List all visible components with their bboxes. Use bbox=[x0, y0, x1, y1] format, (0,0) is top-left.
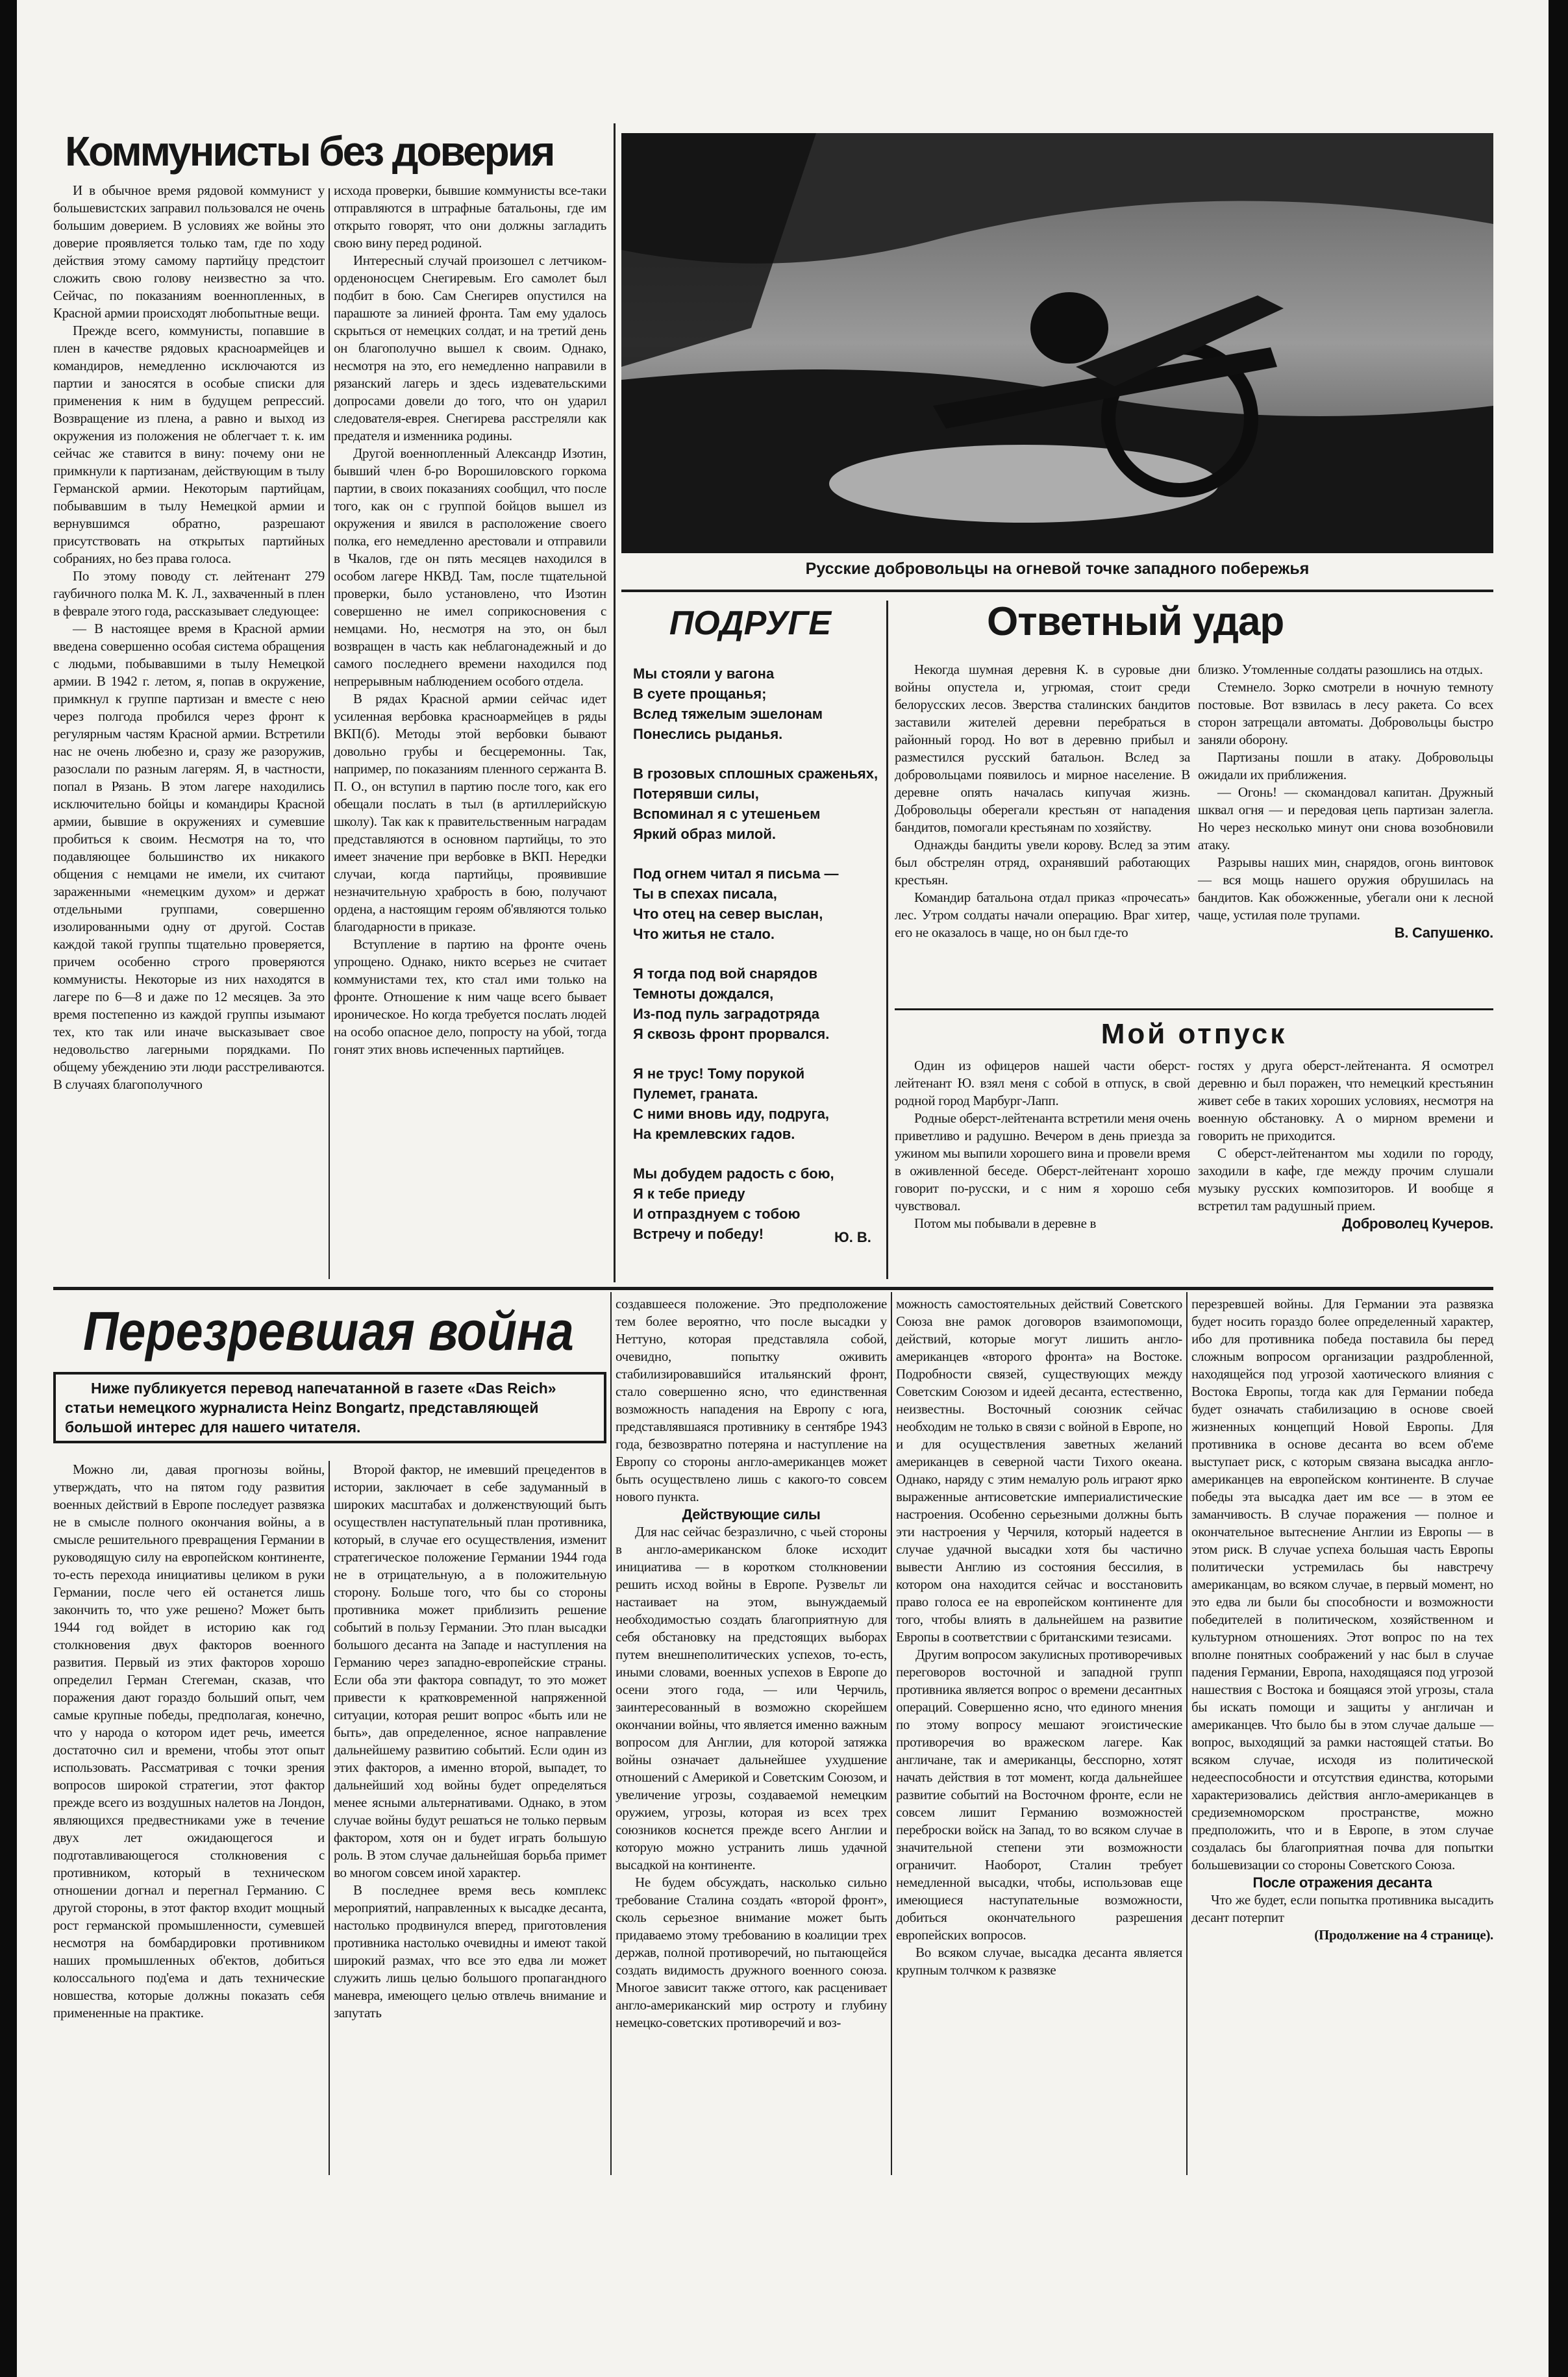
poem-title: ПОДРУГЕ bbox=[669, 604, 832, 642]
poem-line: Я к тебе приеду bbox=[633, 1186, 745, 1202]
poem-line: Я сквозь фронт прорвался. bbox=[633, 1026, 830, 1042]
poem-line: Потерявши силы, bbox=[633, 786, 759, 802]
paragraph: — В настоящее время в Красной армии введена совершенно особая система обращения с людьми, побывавшими в тылу Немецкой армии. В 1942 г. летом, я, попав в окружение, примкнул к группе партизан и вместе с нею через полгода пробился через фронт к регулярным частям Красной армии. Встретили нас не очень любезно и, сразу же разоружив, разослали по разным лагерям. Я, в частности, попал в Рязань. В этом лагере находились исключительно бойцы и командиры Красной армии, бывшие в окружениях и сумевшие пробиться к своим. Несмотря на то, что подавляющее большинство их никакого общения с немцами не имели, их считают зараженными «немецким духом» и держат отдельными группами, совершенно изолированными одну от другой. Состав каждой такой группы тщательно проверяется, причем особенно строго проверяются коммунисты. Некоторые из них находятся в лагере по 6—8 и даже по 12 месяцев. За это время постепенно из каждой группы изымают тех, кто так или иначе высказывает свое недовольство лагерными порядками. По общему убеждению эти люди расстреливаются. В случаях благополучного bbox=[53, 621, 325, 1092]
paragraph: В последнее время весь комплекс мероприятий, направленных к высадке десанта, настолько продвинулся вперед, приготовления противника настолько очевидны и имеют такой широкий размах, что все это едва ли может служить лишь целью большого пропагандного маневра, имеющего целью отвлечь внимание и запутать bbox=[334, 1882, 606, 2021]
article-overripe-col5 bbox=[1191, 1295, 1493, 1944]
article-title-my-leave: Мой отпуск bbox=[1101, 1018, 1288, 1050]
paragraph: исхода проверки, бывшие коммунисты все-таки отправляются в штрафные батальоны, где им открыто говорят, что они должны загладить свою вину перед родиной. bbox=[334, 182, 606, 251]
horizontal-rule bbox=[621, 590, 1493, 592]
paragraph: Что же будет, если попытка противника высадить десант потерпит bbox=[1191, 1892, 1493, 1925]
paragraph: Командир батальона отдал приказ «прочесать» лес. Утром солдаты начали операцию. Враг хитер, его не оказалось в чаще, но он был где-то bbox=[895, 890, 1190, 940]
poem-line: В грозовых сплошных сраженьях, bbox=[633, 765, 878, 782]
article-communists-col1 bbox=[53, 182, 325, 1093]
article-overripe-col3 bbox=[616, 1295, 887, 2032]
poem-line: Яркий образ милой. bbox=[633, 826, 776, 842]
subheading-after-repelling: После отражения десанта bbox=[1252, 1874, 1432, 1891]
paragraph: Стемнело. Зорко смотрели в ночную темноту постовые. Вот взвилась в лесу ракета. Со всех сторон затрещали автоматы. Добровольцы быстро заняли оборону. bbox=[1198, 679, 1493, 747]
paragraph: И в обычное время рядовой коммунист у большевистских заправил пользовался не очень большим доверием. В условиях же войны это доверие проявляется только там, где по ходу действия этому самому партийцу предстоит сложить свою голову неизвестно за что. Сейчас, по показаниям военнопленных, в Красной армии происходят любопытные вещи. bbox=[53, 182, 325, 321]
column-divider bbox=[1186, 1292, 1188, 2175]
column-divider bbox=[886, 601, 888, 1279]
paragraph: Прежде всего, коммунисты, попавшие в плен в качестве рядовых красноармейцев и командиров, немедленно исключаются из партии и заносятся в особые списки для применения к ним в будущем репрессий. Возвращение из плена, а равно и выход из окружения из положения не облегчает т. к. им сейчас же ставится в вину: почему они не примкнули к партизанам, действующим в тылу Германской армии. Некоторым партийцам, побывавшим в тылу Немецкой армии и вернувшимся обратно, разрешают присутствовать на открытых партийных собраниях, но без права голоса. bbox=[53, 323, 325, 566]
poem-line: Что отец на север выслан, bbox=[633, 906, 823, 922]
signature: В. Сапушенко. bbox=[1394, 925, 1493, 941]
paragraph: близко. Утомленные солдаты разошлись на отдых. bbox=[1198, 662, 1483, 677]
signature: Доброволец Кучеров. bbox=[1341, 1215, 1493, 1232]
subheading-acting-forces: Действующие силы bbox=[682, 1506, 821, 1523]
paragraph: В рядах Красной армии сейчас идет усиленная вербовка красноармейцев в ряды ВКП(б). Методы этой вербовки бывают довольно грубы и бесцеремонны. Так, например, по показаниям пленного сержанта В. П. О., он вступил в партию после того, как его обещали послать в тыл (в артиллерийскую школу). Так как к правительственным наградам представляются в основном партийцы, то это имеет значение при вербовке в ВКП. Нередки случаи, когда партийцы, проявившие незначительную храбрость в бою, получают ордена, а настоящим героям об'являются только благодарности в приказе. bbox=[334, 691, 606, 934]
article-overripe-col2 bbox=[334, 1461, 606, 2022]
article-overripe-col4 bbox=[896, 1295, 1182, 1979]
col5-part1 bbox=[1191, 1295, 1493, 1874]
paragraph: Родные оберст-лейтенанта встретили меня очень приветливо и радушно. Вечером в день приезда за ужином мы выпили хорошего вина и провели время в оживленной беседе. Оберст-лейтенант хорошо говорит по-русски, и с ним я хорошо себя чувствовал. bbox=[895, 1110, 1190, 1213]
poem-stanza bbox=[633, 664, 880, 744]
paragraph: Другой военнопленный Александр Изотин, бывший член б-ро Ворошиловского горкома партии, в своих показаниях сообщил, что после того, как он с группой бойцов вышел из окружения и явился в расположение своего полка, его немедленно арестовали и отправили в Чкалов, где он пять месяцев находился в особом лагере НКВД. Там, после тщательной проверки, было установлено, что Изотин совершенно не имел соприкосновения с немцами. Но, несмотря на это, он был возвращен в часть как неблагонадежный и до самого последнего времени находился под непрерывным наблюдением особого отдела. bbox=[334, 445, 606, 689]
poem-line: Под огнем читал я письма — bbox=[633, 865, 839, 882]
poem-line: Темноты дождался, bbox=[633, 986, 774, 1002]
photo-image bbox=[621, 133, 1493, 553]
poem-line: Мы добудем радость с бою, bbox=[633, 1165, 834, 1182]
paragraph: Один из офицеров нашей части оберст-лейтенант Ю. взял меня с собой в отпуск, в свой родной город Марбург-Лапп. bbox=[895, 1058, 1190, 1108]
article-counterstrike-col2 bbox=[1198, 661, 1493, 941]
article-title-communists: Коммунисты без доверия bbox=[65, 128, 554, 175]
poem-stanza bbox=[633, 964, 880, 1044]
paragraph: можность самостоятельных действий Советского Союза вне рамок договоров взаимопомощи, действий, которые могут лишить англо-американцев «второго фронта» на Востоке. Подробности связей, существующих между Советским Союзом и идеей десанта, естественно, неизвестны. Восточный союзник сейчас необходим не только в связи с войной в Европе, но и для осуществления заветных желаний американцев в северной части Тихого океана. Однако, наряду с этим немалую роль играют ярко выраженные антисоветские империалистические настроения. Особенно серьезными должны быть эти настроения у Черчиля, который надеется в случае удачной высадки хотя бы частично вывести Англию из состояния бессилия, в котором она находится сейчас и восстановить право голоса ее на европейском континенте для того, чтобы влиять в дальнейшем на развитие Европы в соответствии с британскими тезисами. bbox=[896, 1296, 1182, 1645]
poem-line: Что житья не стало. bbox=[633, 926, 775, 942]
paragraph: Интересный случай произошел с летчиком-орденоносцем Снегиревым. Его самолет был подбит в бою. Сам Снегирев опустился на парашюте за линией фронта. Там ему удалось скрыться от немецких солдат, и на третий день он благополучно вышел к своим. Однако, несмотря на это, его немедленно направили в рязанский лагерь и здесь издевательскими допросами довели до того, что он ударил следователя-еврея. Снегирева расстреляли как предателя и изменника родины. bbox=[334, 253, 606, 443]
poem-line: Мы стояли у вагона bbox=[633, 666, 775, 682]
section-rule bbox=[53, 1287, 1493, 1290]
poem-signature: Ю. В. bbox=[834, 1229, 871, 1245]
paragraph: Партизаны пошли в атаку. Добровольцы ожидали их приближения. bbox=[1198, 749, 1493, 782]
photo-caption: Русские добровольцы на огневой точке западного побережья bbox=[805, 560, 1310, 578]
poem-line: Из-под пуль заградотряда bbox=[633, 1006, 819, 1022]
paragraph: Некогда шумная деревня К. в суровые дни войны опустела и, угрюмая, стоит среди белорусских лесов. Зверства сталинских бандитов заставили жителей деревни перебраться в районный город. Но вот в деревню прибыл и разместился русский батальон. Вслед за добровольцами появилось и мирное население. В деревне опять началась кипучая жизнь. Добровольцы оберегали крестьян от нападения бандитов, помогали крестьянам по хозяйству. bbox=[895, 662, 1190, 835]
column-divider bbox=[329, 188, 330, 1279]
poem-line: Ты в спехах писала, bbox=[633, 886, 777, 902]
poem-line: Вслед тяжелым эшелонам bbox=[633, 706, 823, 722]
photo-volunteers-gun bbox=[621, 133, 1493, 553]
poem-line: И отпразднуем с тобою bbox=[633, 1206, 801, 1222]
poem-line: С ними вновь иду, подруга, bbox=[633, 1106, 829, 1122]
poem-stanza bbox=[633, 1064, 880, 1144]
column-divider bbox=[610, 1292, 612, 2175]
poem-line: В суете прощанья; bbox=[633, 686, 767, 702]
scan-edge-left bbox=[0, 0, 17, 2377]
article-communists-col2 bbox=[334, 182, 606, 1058]
paragraph: С оберст-лейтенантом мы ходили по городу, заходили в кафе, где между прочим слушали музыку русских композиторов. И вообще я встретил там радушный прием. bbox=[1198, 1145, 1493, 1213]
poem-line: Я тогда под вой снарядов bbox=[633, 965, 817, 982]
paragraph: Не будем обсуждать, насколько сильно требование Сталина создать «второй фронт», сколь серьезное внимание может быть придаваемо этому требованию в коалиции трех держав, полной противоречий, но пытающейся создать видимость дружного военного союза. Многое зависит также оттого, как расценивает англо-американский мир остроту и глубину немецко-советских противоречий и воз- bbox=[616, 1874, 887, 2030]
poem-line: Понеслись рыданья. bbox=[633, 726, 783, 742]
paragraph: По этому поводу ст. лейтенант 279 гаубичного полка М. К. Л., захваченный в плен в феврале этого года, рассказывает следующее: bbox=[53, 568, 325, 619]
paragraph: Потом мы побывали в деревне в bbox=[914, 1215, 1097, 1231]
article-intro-box: Ниже публикуется перевод напечатанной в газете «Das Reich» статьи немецкого журналиста Heinz Bongartz, представляющей большой интерес для нашего читателя. bbox=[53, 1372, 606, 1443]
col3-part2 bbox=[616, 1523, 887, 2032]
paragraph: гостях у друга оберст-лейтенанта. Я осмотрел деревню и был поражен, что немецкий крестьянин живет себе в таких хороших условиях, несмотря на военную обстановку. А о мирном времени и говорить не приходится. bbox=[1198, 1058, 1493, 1143]
paragraph: Для нас сейчас безразлично, с чьей стороны в англо-американском блоке исходит инициатива — в коротком столкновении решить исход войны в Европе. Рузвельт ли настаивает на этом, вынуждаемый необходимостью создать благоприятную для себя обстановку на предстоящих выборах путем внешнеполитических успехов, то-есть, иными словами, военных успехов в Европе до осени этого года, — или Черчиль, заинтересованный в возможно скорейшем окончании войны, что является именно важным вопросом для Англии, для которой затяжка войны означает дальнейшее ухудшение отношений с Америкой и Советским Союзом, и увеличение угрозы, создаваемой немецким оружием, угрозы, которая из всех трех союзников коснется прежде всего Англии и которую можно устранить лишь удачной высадкой на континенте. bbox=[616, 1524, 887, 1873]
poem-stanza bbox=[633, 764, 880, 844]
poem-line: Вспоминал я с утешеньем bbox=[633, 806, 821, 822]
paragraph: Второй фактор, не имевший прецедентов в истории, заключает в себе задуманный в широких масштабах и долженствующий быть осуществлен наступательный план противника, который, в случае его осуществления, изменит стратегическое положение Германии 1944 года не в отрицательную, а в положительную сторону. Больше того, что бы со стороны противника может приблизить решение событий в пользу Германии. Это план высадки большого десанта на Западе и наступления на Германию через западно-европейские страны. Если оба эти фактора совпадут, то это может привести к кратковременной напряженной ситуации, которая решит вопрос «быть или не быть», дав определенное, ясное направление дальнейшему развитию событий. Если один из этих факторов, а именно второй, выпадет, то дальнейший ход войны будет определяться менее ясными альтернативами. Однако, в этом случае войны будут решаться не только первым фактором, хотя он и будет играть большую роль. В этом случае дальнейшая борьба примет во многом совсем иной характер. bbox=[334, 1462, 606, 1880]
poem-body bbox=[633, 664, 880, 1263]
poem-line: Встречу и победу! bbox=[633, 1226, 764, 1242]
paragraph: перезревшей войны. Для Германии эта развязка будет носить гораздо более определенный характер, ибо для противника победа поставила бы перед сложным вопросом организации раздробленной, находящейся под угрозой хаотического влияния с Востока Европы, тогда как для Германии победа будет означать стабилизацию в основе своей жизненных концепций Новой Европы. Для противника в основе десанта во всем об'еме выступает риск, с которым связана высадка англо-американцев на европейском континенте. В случае победы эта высадка дает им все — в этом ее заманчивость. В случае поражения — полное и окончательное вытеснение Англии из Европы — в этом риск. В случае успеха большая часть Европы политически устремилась бы навстречу американцам, во всяком случае, в первый момент, но это едва ли были бы способности и возможности победителей в политическом, хозяйственном и культурном отношениях. Этот вопрос по на тех вполне понятных соображений у нас был в случае падения Германии, Европа, находящаяся под угрозой нашествия с Востока и боящаяся этой угрозы, стала бы искать помощи и защиты у англичан и американцев. Что было бы в этом случае дальше — вопрос, выходящий за рамки настоящей статьи. Во всяком случае, исходя из политической недееспособности и отсутствия единства, которыми характеризовались действия англо-американцев в средиземноморском пространстве, можно предположить, что и в Европе, в этом случае создалась бы благоприятная почва для попытки большевизации со стороны Советского Союза. bbox=[1191, 1296, 1493, 1873]
continued-note: (Продолжение на 4 странице). bbox=[1314, 1927, 1493, 1943]
article-overripe-col1 bbox=[53, 1461, 325, 2022]
paragraph: Можно ли, давая прогнозы войны, утверждать, что на пятом году развития военных действий в Европе последует развязка не в смысле полного окончания войны, а в смысле решительного превращения Германии в руководящую силу на европейском континенте, то-есть перехода инициативы целиком в руки Германии, после чего ей останется лишь закончить то, что уже решено? Может быть 1944 год войдет в историю как год столкновения двух факторов военного развития. Первый из этих факторов хорошо определил Герман Стегеман, сказав, что поражения дают гораздо больший опыт, чем самые крупные победы, предполагая, конечно, что у народа о котором идет речь, имеется достаточно сил и времени, чтобы этот опыт использовать. Рассматривая с точки зрения вопросов широкой стратегии, этот фактор прежде всего из воздушных налетов на Лондон, являющихся предвестниками уже в течение двух лет ожидающегося и подготавливающегося столкновения с противником, который в техническом отношении догнал и перегнал Германию. С другой стороны, в этот фактор входит мощный рост германской промышленности, сумевшей несмотря на бомбардировки противником наших промышленных об'ектов, добиться колоссального под'ема и дать технические новшества, которые должны показать себя примененные на практике. bbox=[53, 1462, 325, 2021]
column-divider bbox=[329, 1461, 330, 2175]
paragraph: Вступление в партию на фронте очень упрощено. Однако, никто всерьез не считает коммунистами тех, кто стал ими только на фронте. Отношение к ним чаще всего бывает ироническое. Но когда требуется послать людей на особо опасное дело, попросту на убой, тогда гонят этих вновь испеченных партийцев. bbox=[334, 936, 606, 1057]
article-counterstrike-col1 bbox=[895, 661, 1190, 941]
col3-part1 bbox=[616, 1295, 887, 1506]
poem-line: На кремлевских гадов. bbox=[633, 1126, 795, 1142]
paragraph: Однажды бандиты увели корову. Вслед за этим был обстрелян отряд, охранявший работающих крестьян. bbox=[895, 837, 1190, 888]
article-title-overripe-war: Перезревшая война bbox=[83, 1301, 574, 1362]
article-my-leave-col1 bbox=[895, 1057, 1190, 1232]
poem-line: Я не трус! Тому порукой bbox=[633, 1065, 805, 1082]
paragraph: Разрывы наших мин, снарядов, огонь винтовок — вся мощь нашего оружия обрушилась на бандитов. Как обожженные, убегали они к лесной чаще, устилая поле трупами. bbox=[1198, 854, 1493, 923]
paragraph: — Огонь! — скомандовал капитан. Дружный шквал огня — и передовая цепь партизан залегла. Но через несколько минут они снова возобновили атаку. bbox=[1198, 784, 1493, 852]
scan-edge-right bbox=[1549, 0, 1568, 2377]
paragraph: создавшееся положение. Это предположение тем более вероятно, что после высадки у Неттуно, которая представляла собой, очевидно, попытку оживить стабилизировавшийся итальянский фронт, стало совершенно ясно, что единственная возможность нападения на Европу с юга, представлявшаяся противнику в сентябре 1943 года, безвозвратно потеряна и наступление на Европу со стороны англо-американцев может быть осуществлено лишь с какого-то совсем нового пункта. bbox=[616, 1296, 887, 1504]
column-divider bbox=[891, 1292, 892, 2175]
article-my-leave-col2 bbox=[1198, 1057, 1493, 1232]
poem-line: Пулемет, граната. bbox=[633, 1086, 758, 1102]
col5-part2 bbox=[1191, 1891, 1493, 1926]
horizontal-rule bbox=[895, 1008, 1493, 1010]
article-title-counterstrike: Ответный удар bbox=[987, 599, 1284, 644]
paragraph: Другим вопросом закулисных противоречивых переговоров восточной и западной групп противника является вопрос о времени десантных операций. Совершенно ясно, что единого мнения по этому вопросу мешают эгоистические противоречия во вражеском лагере. Как англичане, так и американцы, бесспорно, хотят начать действия в тот момент, когда дальнейшее развитие событий на Восточном фронте, если не совсем лишит Германию возможностей переброски войск на Запад, то во всяком случае в значительной степени эти возможности ограничит. Наоборот, Сталин требует немедленной высадки, чтобы, использовав еще имеющиеся наступательные возможности, добиться окончательного разрешения европейских вопросов. bbox=[896, 1647, 1182, 1943]
poem-stanza bbox=[633, 864, 880, 944]
paragraph: Во всяком случае, высадка десанта является крупным толчком к развязке bbox=[896, 1945, 1182, 1978]
section-divider bbox=[614, 123, 616, 1282]
